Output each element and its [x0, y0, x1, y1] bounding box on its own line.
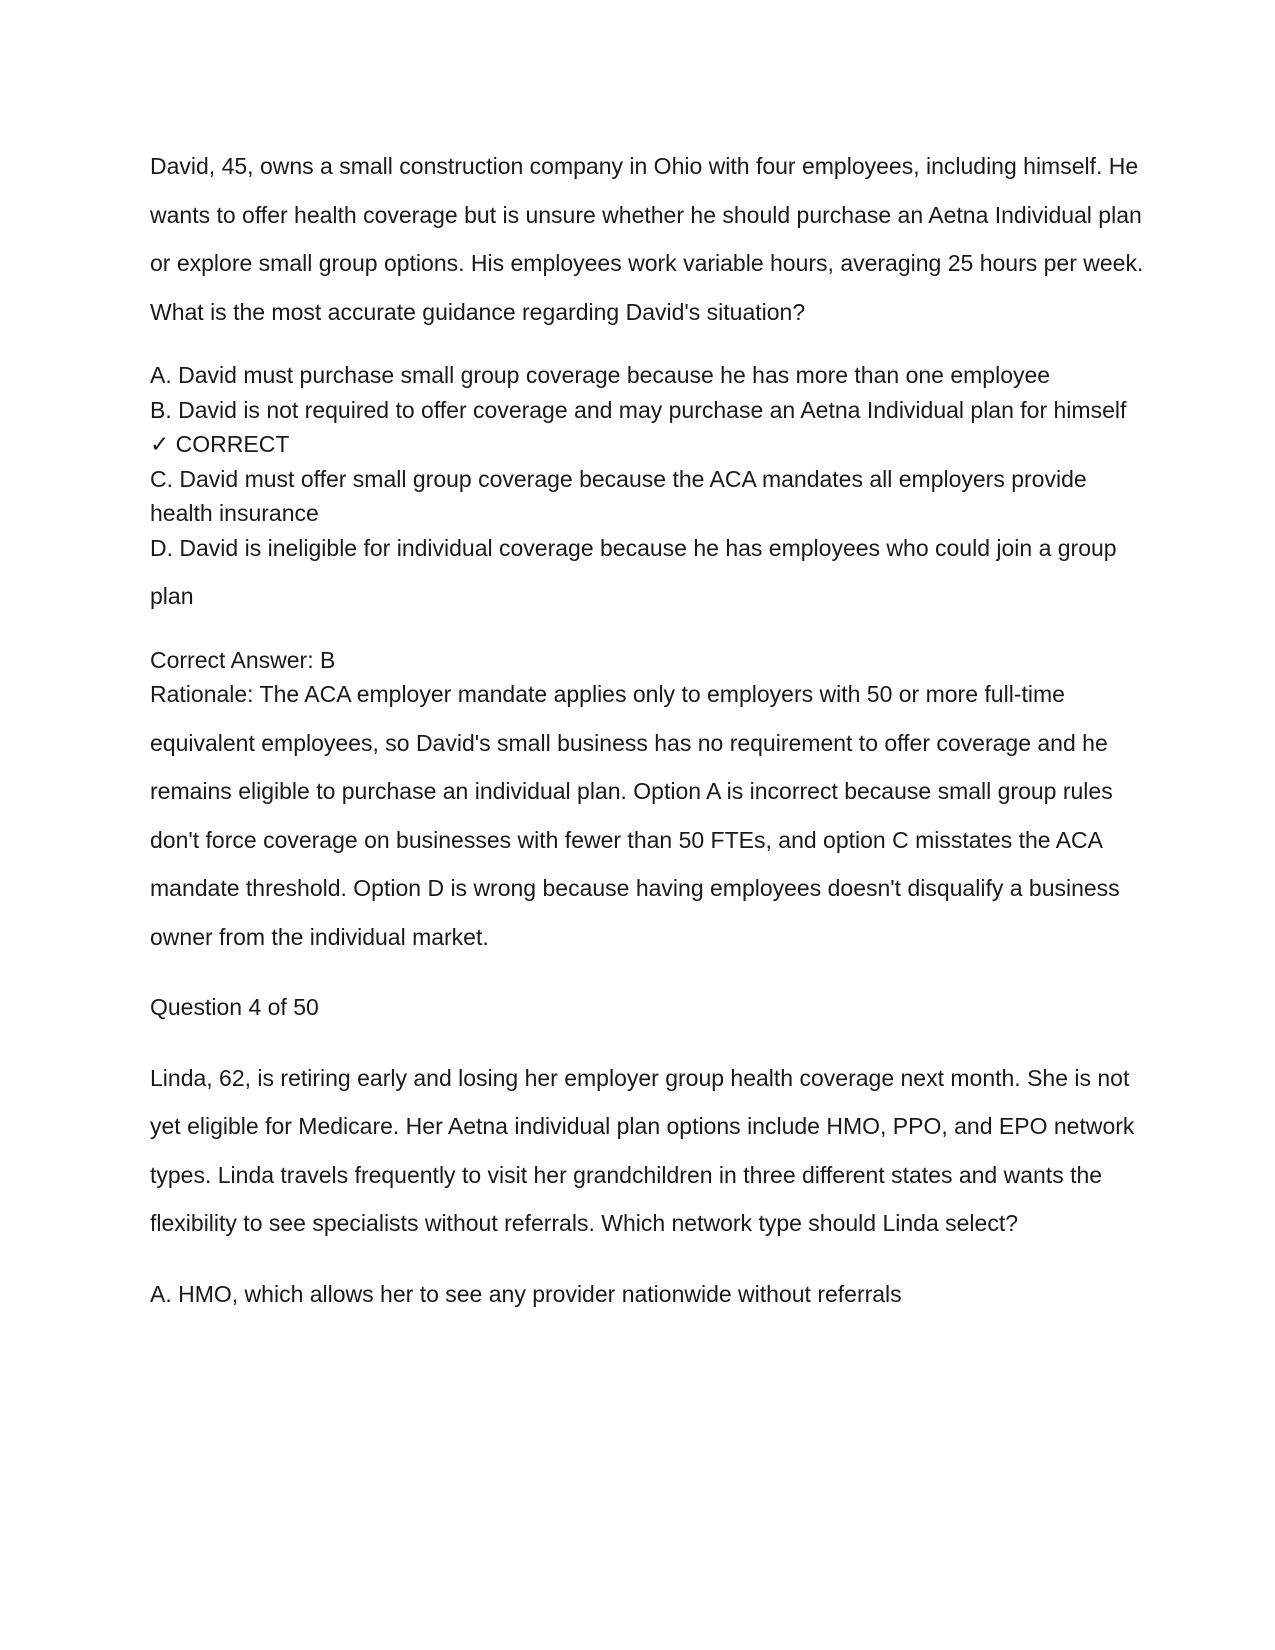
question-4-stem: Linda, 62, is retiring early and losing her employer group health coverage next month. She is not yet eligible for Medicare. Her Aetna individual plan options include HMO, PPO, and EPO network types. Linda travels frequently to visit her grandchildren in three different states and wants the flexibility to see specialists without referrals. Which network type should Linda select?	[150, 1064, 1135, 1236]
question-3-option-d: D. David is ineligible for individual coverage because he has employees who could join a group plan	[150, 534, 1117, 609]
question-3-rationale: Rationale: The ACA employer mandate applies only to employers with 50 or more full-time equivalent employees, so David's small business has no requirement to offer coverage and he remains eligible to purchase an individual plan. Option A is incorrect because small group rules don't force coverage on businesses with fewer than 50 FTEs, and option C misstates the ACA mandate threshold. Option D is wrong because having employees doesn't disqualify a business owner from the individual market.	[150, 681, 1120, 950]
question-3-option-b: B. David is not required to offer coverage and may purchase an Aetna Individual plan for himself ✓ CORRECT	[150, 396, 1127, 457]
question-4-option-a: A. HMO, which allows her to see any provider nationwide without referrals	[150, 1280, 902, 1307]
question-3-option-a: A. David must purchase small group coverage because he has more than one employee	[150, 362, 1051, 388]
question-3-answer-block	[150, 643, 1150, 962]
document-body	[150, 142, 1150, 1318]
question-3-option-c: C. David must offer small group coverage because the ACA mandates all employers provide health insurance	[150, 465, 1087, 526]
question-3-stem: David, 45, owns a small construction company in Ohio with four employees, including himself. He wants to offer health coverage but is unsure whether he should purchase an Aetna Individual plan or explore small group options. His employees work variable hours, averaging 25 hours per week. What is the most accurate guidance regarding David's situation?	[150, 153, 1144, 325]
question-3-correct-answer: Correct Answer: B	[150, 646, 336, 673]
question-3-options	[150, 358, 1150, 621]
question-4-number: Question 4 of 50	[150, 994, 319, 1020]
